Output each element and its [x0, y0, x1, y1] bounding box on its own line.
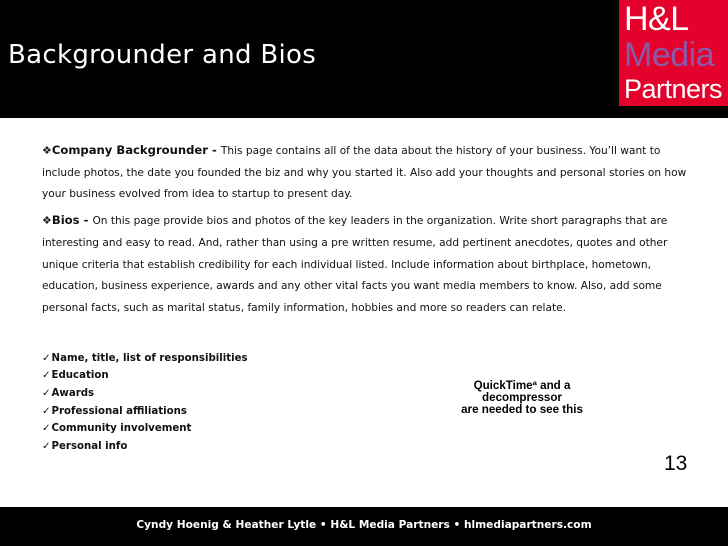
logo-line-partners: Partners — [624, 74, 723, 104]
placeholder-line: are needed to see this — [461, 403, 583, 416]
company-backgrounder-heading: Company Backgrounder — [51, 143, 209, 157]
checklist-item-label: Awards — [51, 388, 95, 400]
heading-separator: - — [79, 213, 93, 228]
slide-title: Backgrounder and Bios — [8, 40, 317, 70]
bios-heading: Bios — [51, 213, 80, 228]
checklist-item-label: Name, title, list of responsibilities — [51, 352, 248, 364]
company-backgrounder-paragraph — [42, 140, 692, 206]
header-bar — [0, 0, 728, 118]
footer-bar — [0, 507, 728, 546]
checkmark-icon: ✓ — [42, 352, 51, 364]
placeholder-line: QuickTimeª and a — [473, 380, 571, 392]
logo-line-media: Media — [624, 36, 715, 74]
diamond-bullet-icon: ❖ — [42, 144, 52, 157]
checklist-item — [42, 420, 692, 438]
logo-line-hl: H&L — [624, 0, 689, 38]
checkmark-icon: ✓ — [42, 423, 51, 435]
bios-text: On this page provide bios and photos of the key leaders in the organization. Write short paragraphs that are interesting and easy to read. And, rather than using a pre written resume, add pertinent anecdotes, quotes and other unique criteria that establish credibility for each individual listed. Include information about birthplace, hometown, education, business experience, awards and any other vital facts you want media members to know. Also, add some personal facts, such as marital status, family information, hobbies and more so readers can relate. — [42, 215, 668, 314]
checklist-item — [42, 350, 692, 368]
footer-credits: Cyndy Hoenig & Heather Lytle • H&L Media Partners • hlmediapartners.com — [136, 519, 592, 531]
checklist-item-label: Education — [51, 370, 109, 382]
diamond-bullet-icon: ❖ — [42, 214, 52, 228]
brand-logo — [619, 0, 728, 106]
company-backgrounder-text: This page contains all of the data about the history of your business. You’ll want to include photos, the date you founded the biz and why you started it. Also add your thoughts and personal stories on how your business evolved from idea to startup to present day. — [42, 145, 687, 201]
checklist-item — [42, 438, 692, 456]
checklist-item-label: Community involvement — [51, 423, 192, 435]
checkmark-icon: ✓ — [42, 370, 51, 382]
checklist-item-label: Professional affiliations — [51, 405, 187, 417]
checklist-item-label: Personal info — [51, 441, 128, 453]
checkmark-icon: ✓ — [42, 441, 51, 453]
quicktime-placeholder — [430, 380, 614, 422]
heading-separator: - — [208, 143, 221, 157]
checkmark-icon: ✓ — [42, 405, 51, 417]
checkmark-icon: ✓ — [42, 388, 51, 400]
placeholder-line: decompressor — [482, 391, 562, 404]
page-number: 13 — [664, 452, 688, 475]
bios-paragraph — [42, 210, 692, 320]
